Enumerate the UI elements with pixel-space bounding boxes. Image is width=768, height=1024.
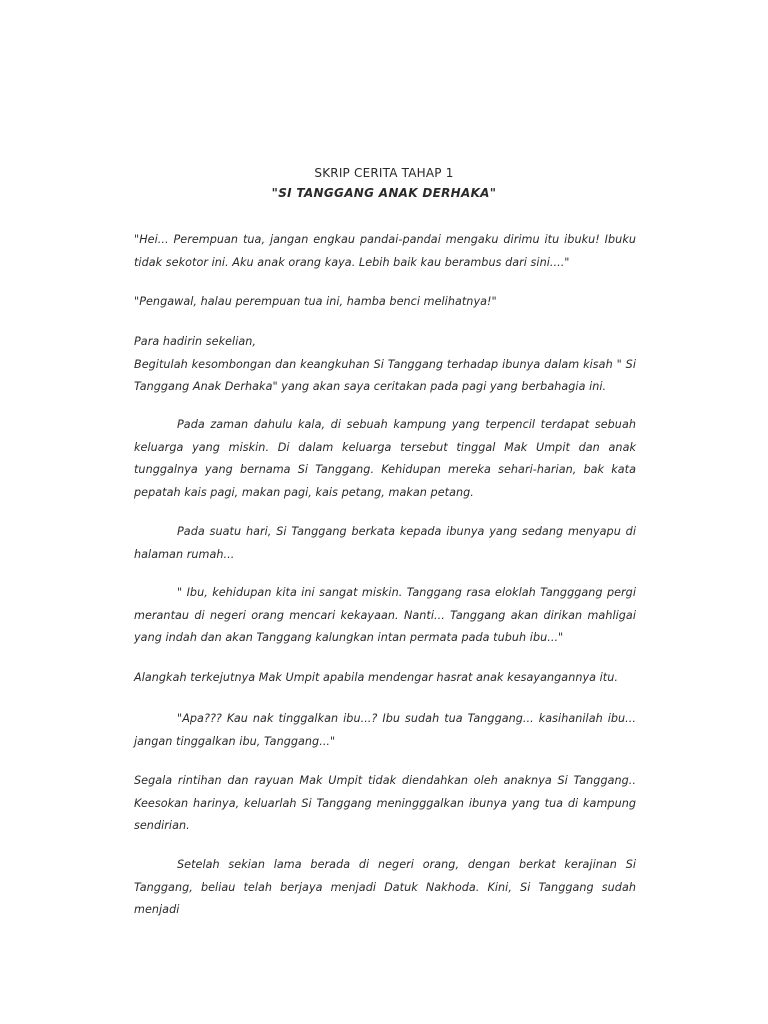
title-block — [0, 163, 768, 203]
paragraph-11: Setelah sekian lama berada di negeri orang, dengan berkat kerajinan Si Tanggang, beliau telah berjaya menjadi Datuk Nakhoda. Kini, Si Tanggang sudah menjadi — [134, 858, 636, 916]
document-title: SKRIP CERITA TAHAP 1 — [314, 166, 454, 180]
paragraph-4: Begitulah kesombongan dan keangkuhan Si Tanggang terhadap ibunya dalam kisah " Si Tanggang Anak Derhaka" yang akan saya ceritakan pada pagi yang berbahagia ini. — [134, 357, 636, 393]
paragraph-9: "Apa??? Kau nak tinggalkan ibu...? Ibu sudah tua Tanggang... kasihanilah ibu... jangan tinggalkan ibu, Tanggang..." — [134, 712, 636, 748]
paragraph-6: Pada suatu hari, Si Tanggang berkata kepada ibunya yang sedang menyapu di halaman rumah... — [134, 525, 636, 561]
paragraph-5: Pada zaman dahulu kala, di sebuah kampung yang terpencil terdapat sebuah keluarga yang miskin. Di dalam keluarga tersebut tinggal Mak Umpit dan anak tunggalnya yang bernama Si Tanggang. Kehidupan mereka sehari-harian, bak kata pepatah kais pagi, makan pagi, kais petang, makan petang. — [134, 418, 636, 499]
paragraph-2: "Pengawal, halau perempuan tua ini, hamba benci melihatnya!" — [134, 295, 497, 308]
paragraph-7: " Ibu, kehidupan kita ini sangat miskin. Tanggang rasa eloklah Tangggang pergi merantau di negeri orang mencari kekayaan. Nanti... Tanggang akan dirikan mahligai yang indah dan akan Tanggang kalungkan intan permata pada tubuh ibu..." — [134, 586, 636, 644]
document-subtitle: "SI TANGGANG ANAK DERHAKA" — [271, 186, 497, 200]
paragraph-8: Alangkah terkejutnya Mak Umpit apabila mendengar hasrat anak kesayangannya itu. — [134, 671, 618, 684]
paragraph-10: Segala rintihan dan rayuan Mak Umpit tidak diendahkan oleh anaknya Si Tanggang.. Keesokan harinya, keluarlah Si Tanggang meningggalkan ibunya yang tua di kampung sendirian. — [134, 774, 636, 832]
paragraph-3: Para hadirin sekelian, — [134, 335, 257, 348]
paragraph-1: "Hei... Perempuan tua, jangan engkau pandai-pandai mengaku dirimu itu ibuku! Ibuku tidak sekotor ini. Aku anak orang kaya. Lebih baik kau berambus dari sini...." — [134, 233, 636, 269]
